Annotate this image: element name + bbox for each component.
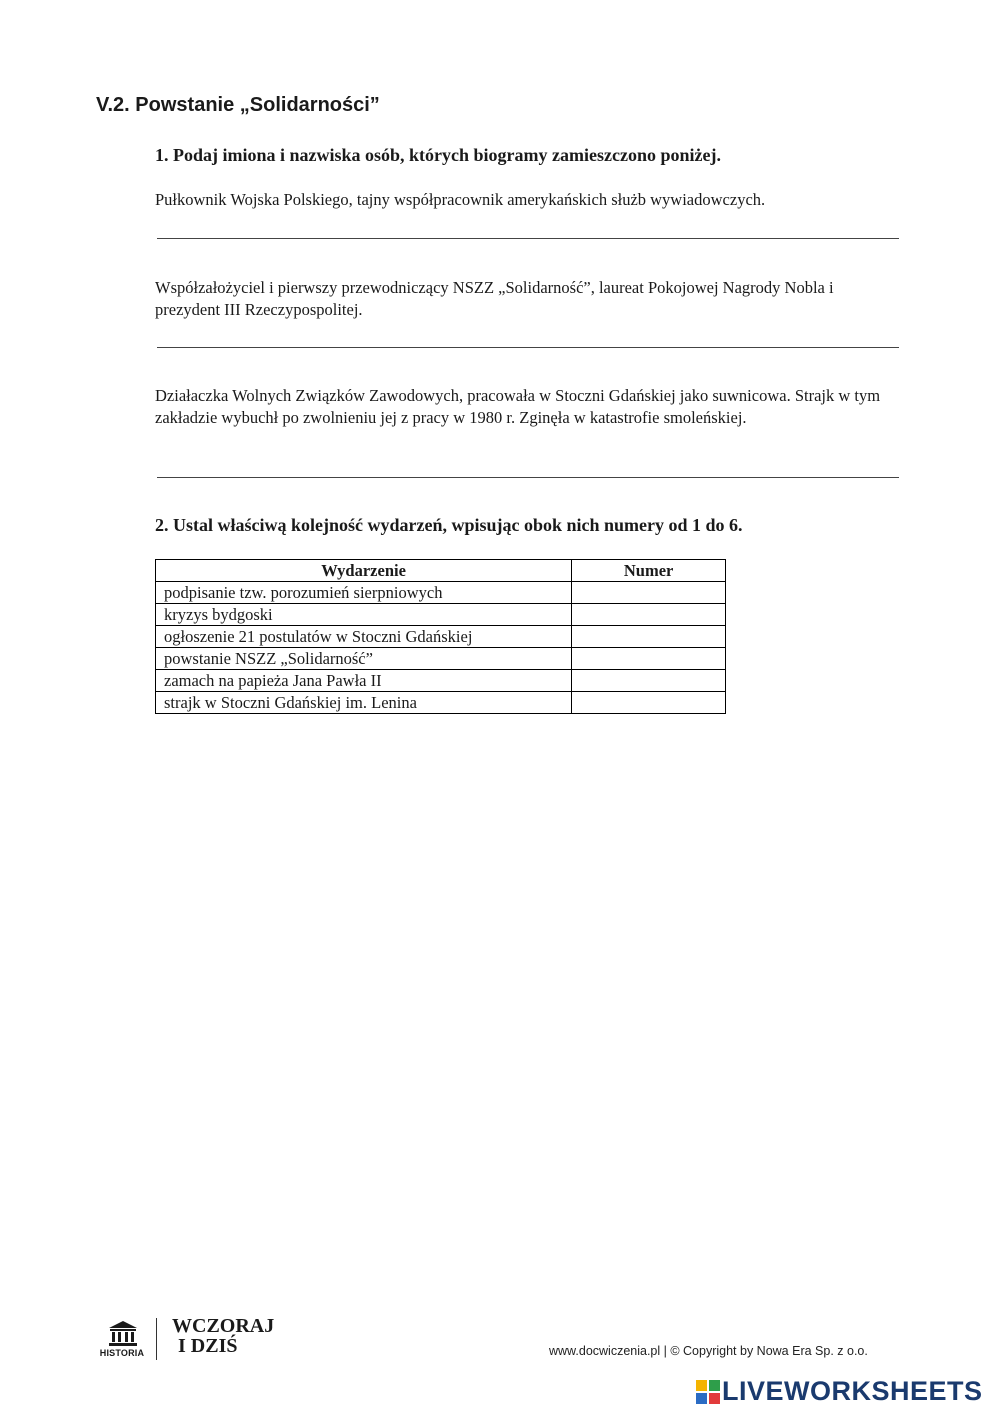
answer-line-1[interactable] (157, 238, 899, 239)
table-row (156, 670, 726, 692)
liveworksheets-wordmark: LIVEWORKSHEETS (722, 1376, 983, 1406)
event-cell: powstanie NSZZ „Solidarność” (156, 648, 572, 670)
column-header-event: Wydarzenie (156, 560, 572, 582)
answer-line-3[interactable] (157, 477, 899, 478)
event-cell: zamach na papieża Jana Pawła II (156, 670, 572, 692)
number-cell[interactable] (572, 648, 726, 670)
column-header-number: Numer (572, 560, 726, 582)
number-input[interactable] (580, 606, 717, 625)
table-row (156, 582, 726, 604)
brand-name (172, 1316, 274, 1356)
historia-label: HISTORIA (99, 1348, 145, 1358)
task2-heading: 2. Ustal właściwą kolejność wydarzeń, wpisując obok nich numery od 1 do 6. (155, 515, 743, 535)
event-cell: strajk w Stoczni Gdańskiej im. Lenina (156, 692, 572, 714)
brand-line-2: I DZIŚ (178, 1335, 238, 1357)
brand-line-1: WCZORAJ (172, 1315, 275, 1337)
publisher-logo (94, 1316, 294, 1362)
table-header-row (156, 560, 726, 582)
copyright-text: www.docwiczenia.pl | © Copyright by Nowa Era Sp. z o.o. (549, 1344, 868, 1358)
page-title: V.2. Powstanie „Solidarności” (96, 94, 380, 116)
events-table (155, 559, 726, 714)
bio-3-text: Działaczka Wolnych Związków Zawodowych, pracowała w Stoczni Gdańskiej jako suwnicowa. Strajk w tym zakładzie wybuchł po zwolnieniu jej z pracy w 1980 r. Zginęła w katastrofie smoleńskiej. (155, 386, 881, 427)
number-input[interactable] (580, 628, 717, 647)
bio-2-text: Współzałożyciel i pierwszy przewodniczący NSZZ „Solidarność”, laureat Pokojowej Nagrody Nobla i prezydent III Rzeczypospolitej. (155, 278, 834, 319)
number-cell[interactable] (572, 582, 726, 604)
event-cell: podpisanie tzw. porozumień sierpniowych (156, 582, 572, 604)
answer-line-2[interactable] (157, 347, 899, 348)
number-input[interactable] (580, 672, 717, 691)
number-input[interactable] (580, 694, 717, 713)
event-cell: ogłoszenie 21 postulatów w Stoczni Gdańskiej (156, 626, 572, 648)
table-row (156, 604, 726, 626)
pillar-building-icon (108, 1320, 138, 1346)
liveworksheets-grid-icon (696, 1380, 720, 1404)
task1-heading: 1. Podaj imiona i nazwiska osób, których biogramy zamieszczono poniżej. (155, 145, 721, 165)
number-input[interactable] (580, 584, 717, 603)
footer-divider (156, 1318, 157, 1360)
table-row (156, 626, 726, 648)
number-cell[interactable] (572, 692, 726, 714)
number-cell[interactable] (572, 626, 726, 648)
number-cell[interactable] (572, 604, 726, 626)
table-row (156, 648, 726, 670)
number-cell[interactable] (572, 670, 726, 692)
number-input[interactable] (580, 650, 717, 669)
bio-1-text: Pułkownik Wojska Polskiego, tajny współpracownik amerykańskich służb wywiadowczych. (155, 190, 766, 209)
table-row (156, 692, 726, 714)
event-cell: kryzys bydgoski (156, 604, 572, 626)
